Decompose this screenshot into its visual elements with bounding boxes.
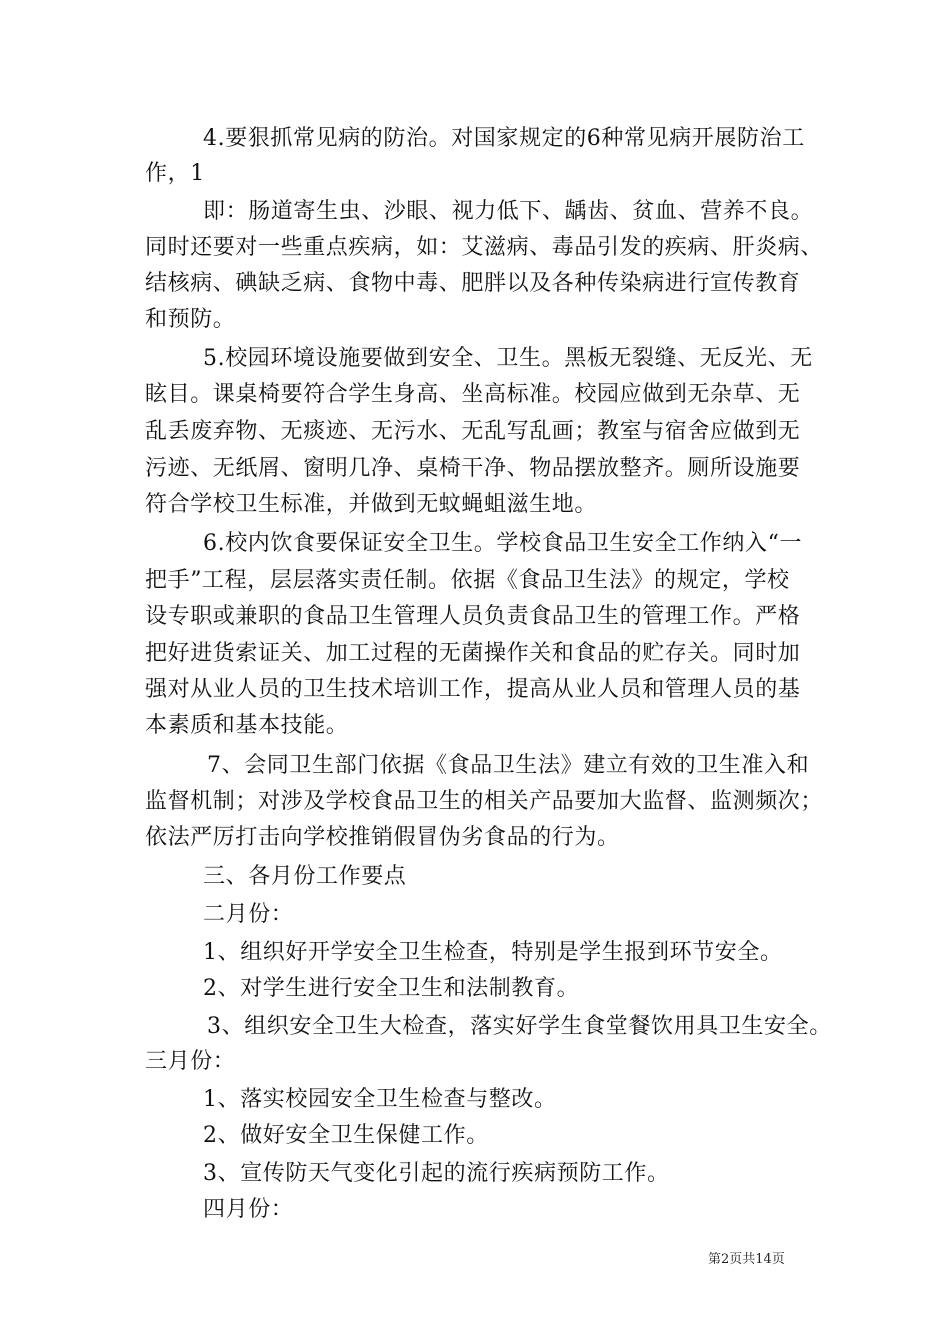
list-item: 1、组织好开学安全卫生检查，特别是学生报到环节安全。 <box>203 940 783 965</box>
paragraph-line: 把手”工程，层层落实责任制。依据《食品卫生法》的规定，学校 <box>145 568 790 593</box>
paragraph-line: 同时还要对一些重点疾病，如：艾滋病、毒品引发的疾病、肝炎病、 <box>145 235 824 260</box>
paragraph-line: 4.要狠抓常见病的防治。对国家规定的6种常见病开展防治工 <box>203 126 805 151</box>
paragraph-line: 5.校园环境设施要做到安全、卫生。黑板无裂缝、无反光、无 <box>203 346 813 371</box>
month-heading: 四月份： <box>203 1197 294 1222</box>
paragraph-line: 作，1 <box>145 161 205 186</box>
list-item: 1、落实校园安全卫生检查与整改。 <box>203 1087 557 1112</box>
paragraph-line: 眩目。课桌椅要符合学生身高、坐高标准。校园应做到无杂草、无 <box>145 382 801 407</box>
paragraph-line: 结核病、碘缺乏病、食物中毒、肥胖以及各种传染病进行宣传教育 <box>145 271 801 296</box>
paragraph-line: 污迹、无纸屑、窗明几净、桌椅干净、物品摆放整齐。厕所设施要 <box>145 456 801 481</box>
paragraph-line: 7、会同卫生部门依据《食品卫生法》建立有效的卫生准入和 <box>207 753 810 778</box>
paragraph-line: 6.校内饮食要保证安全卫生。学校食品卫生安全工作纳入“一 <box>203 531 803 556</box>
paragraph-line: 即：肠道寄生虫、沙眼、视力低下、龋齿、贫血、营养不良。 <box>203 199 814 224</box>
paragraph-line: 监督机制；对涉及学校食品卫生的相关产品要加大监督、监测频次； <box>145 789 824 814</box>
section-heading: 三、各月份工作要点 <box>203 864 407 889</box>
list-item: 3、组织安全卫生大检查，落实好学生食堂餐饮用具卫生安全。 <box>207 1014 832 1039</box>
paragraph-line: 强对从业人员的卫生技术培训工作，提高从业人员和管理人员的基 <box>145 677 801 702</box>
paragraph-line: 依法严厉打击向学校推销假冒伪劣食品的行为。 <box>145 825 620 850</box>
list-item: 2、对学生进行安全卫生和法制教育。 <box>203 976 580 1001</box>
month-heading: 三月份： <box>145 1049 236 1074</box>
list-item: 2、做好安全卫生保健工作。 <box>203 1123 489 1148</box>
paragraph-line: 符合学校卫生标准，并做到无蚊蝇蛆滋生地。 <box>145 492 598 517</box>
paragraph-line: 和预防。 <box>145 307 236 332</box>
list-item: 3、宣传防天气变化引起的流行疾病预防工作。 <box>203 1161 670 1186</box>
paragraph-line: 本素质和基本技能。 <box>145 713 349 738</box>
paragraph-line: 乱丢废弃物、无痰迹、无污水、无乱写乱画；教室与宿舍应做到无 <box>145 419 801 444</box>
paragraph-line: 把好进货索证关、加工过程的无菌操作关和食品的贮存关。同时加 <box>145 641 801 666</box>
month-heading: 二月份： <box>203 902 294 927</box>
paragraph-line: 设专职或兼职的食品卫生管理人员负责食品卫生的管理工作。严格 <box>145 604 801 629</box>
page-number: 第2页共14页 <box>708 1252 785 1267</box>
